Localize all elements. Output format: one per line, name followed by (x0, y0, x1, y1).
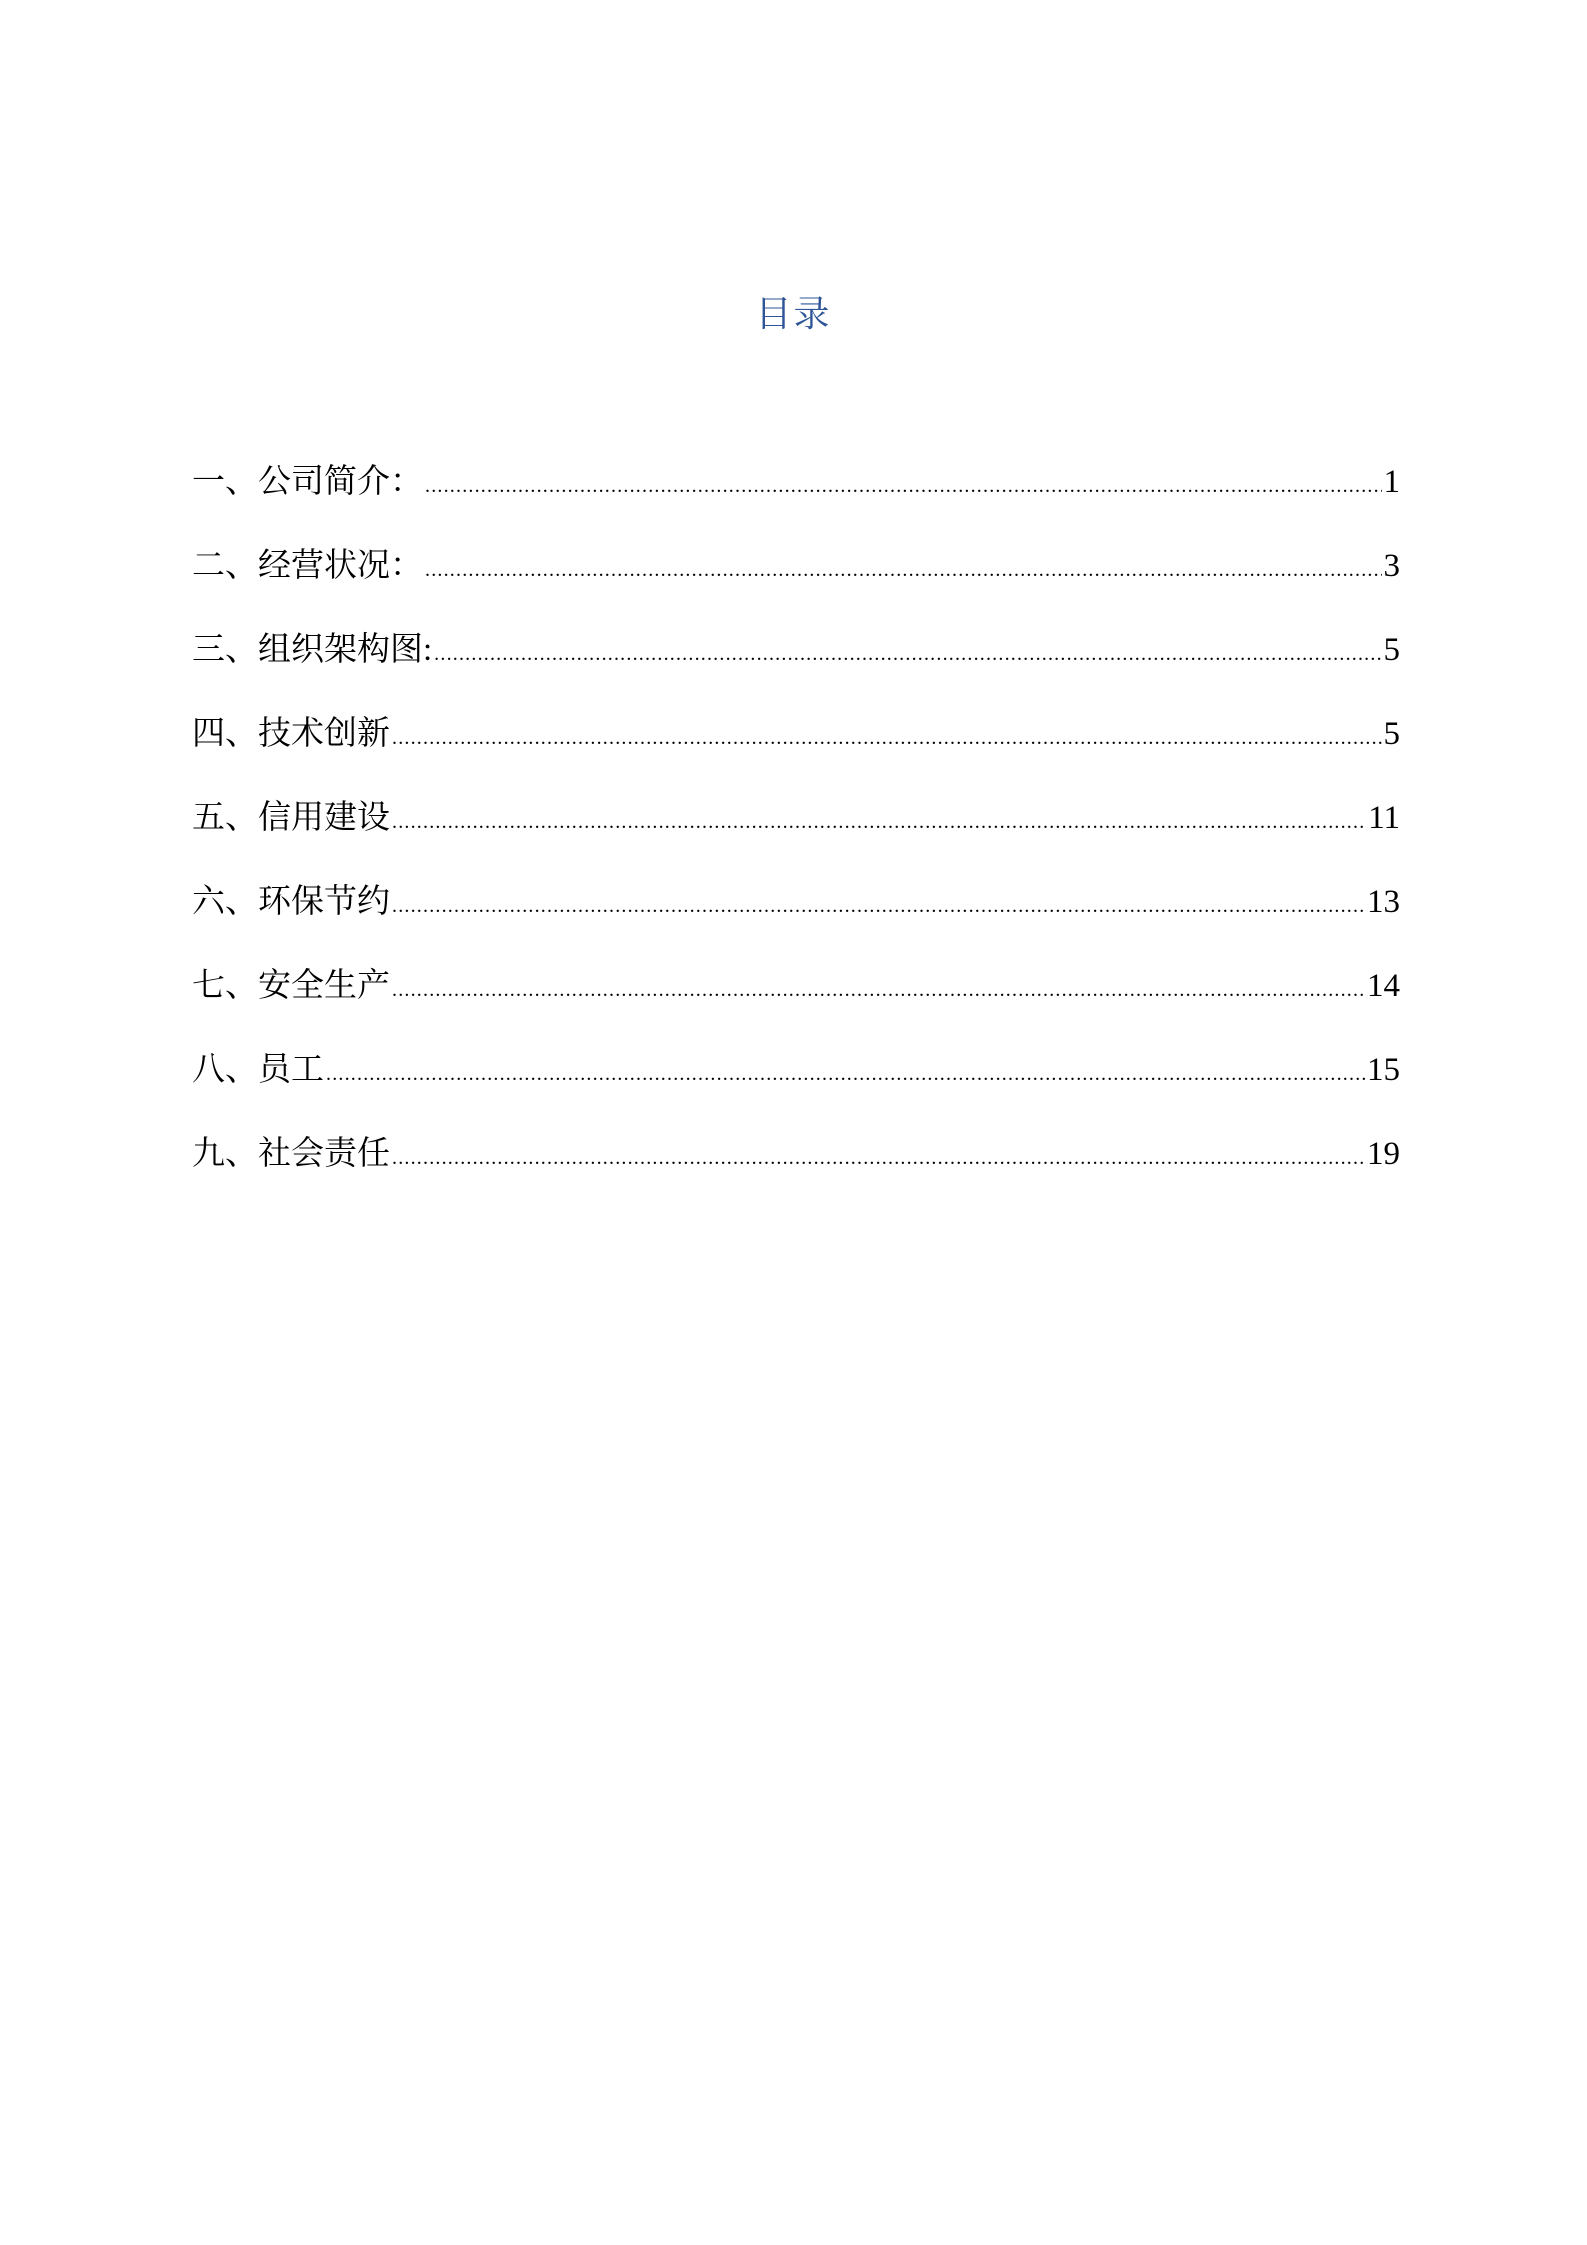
toc-entry-page-number: 15 (1367, 1052, 1400, 1088)
toc-entry-label: 一、公司简介： (192, 464, 423, 500)
toc-entry-label: 六、环保节约 (192, 884, 390, 920)
toc-entry-label: 五、信用建设 (192, 800, 390, 836)
toc-entry-company-profile[interactable] (192, 456, 1400, 540)
toc-dot-leader (425, 460, 1382, 512)
toc-dot-leader (425, 544, 1382, 596)
toc-dot-leader (392, 712, 1382, 764)
toc-entry-label: 八、员工 (192, 1052, 324, 1088)
toc-entry-page-number: 14 (1367, 968, 1400, 1004)
toc-entry-tech-innovation[interactable] (192, 708, 1400, 792)
toc-entry-business-status[interactable] (192, 540, 1400, 624)
toc-entry-label: 二、经营状况： (192, 548, 423, 584)
toc-entry-environmental[interactable] (192, 876, 1400, 960)
toc-entry-page-number: 11 (1368, 800, 1400, 836)
toc-entry-label: 三、组织架构图: (192, 632, 433, 668)
toc-dot-leader (392, 880, 1365, 932)
toc-entry-page-number: 5 (1383, 716, 1400, 752)
toc-entry-page-number: 13 (1367, 884, 1400, 920)
toc-dot-leader (434, 628, 1381, 680)
toc-entry-employees[interactable] (192, 1044, 1400, 1128)
toc-entry-safe-production[interactable] (192, 960, 1400, 1044)
toc-entry-page-number: 3 (1383, 548, 1400, 584)
toc-entry-credit-building[interactable] (192, 792, 1400, 876)
toc-dot-leader (392, 796, 1366, 848)
toc-dot-leader (326, 1048, 1365, 1100)
toc-title: 目录 (755, 294, 832, 334)
toc-dot-leader (392, 1132, 1365, 1184)
toc-entry-page-number: 1 (1383, 464, 1400, 500)
toc-entry-label: 九、社会责任 (192, 1136, 390, 1172)
toc-entry-page-number: 5 (1383, 632, 1400, 668)
toc-dot-leader (392, 964, 1365, 1016)
toc-entry-org-chart[interactable] (192, 624, 1400, 708)
toc-list (192, 456, 1400, 1212)
toc-entry-label: 七、安全生产 (192, 968, 390, 1004)
toc-entry-social-responsibility[interactable] (192, 1128, 1400, 1212)
toc-entry-label: 四、技术创新 (192, 716, 390, 752)
toc-entry-page-number: 19 (1367, 1136, 1400, 1172)
